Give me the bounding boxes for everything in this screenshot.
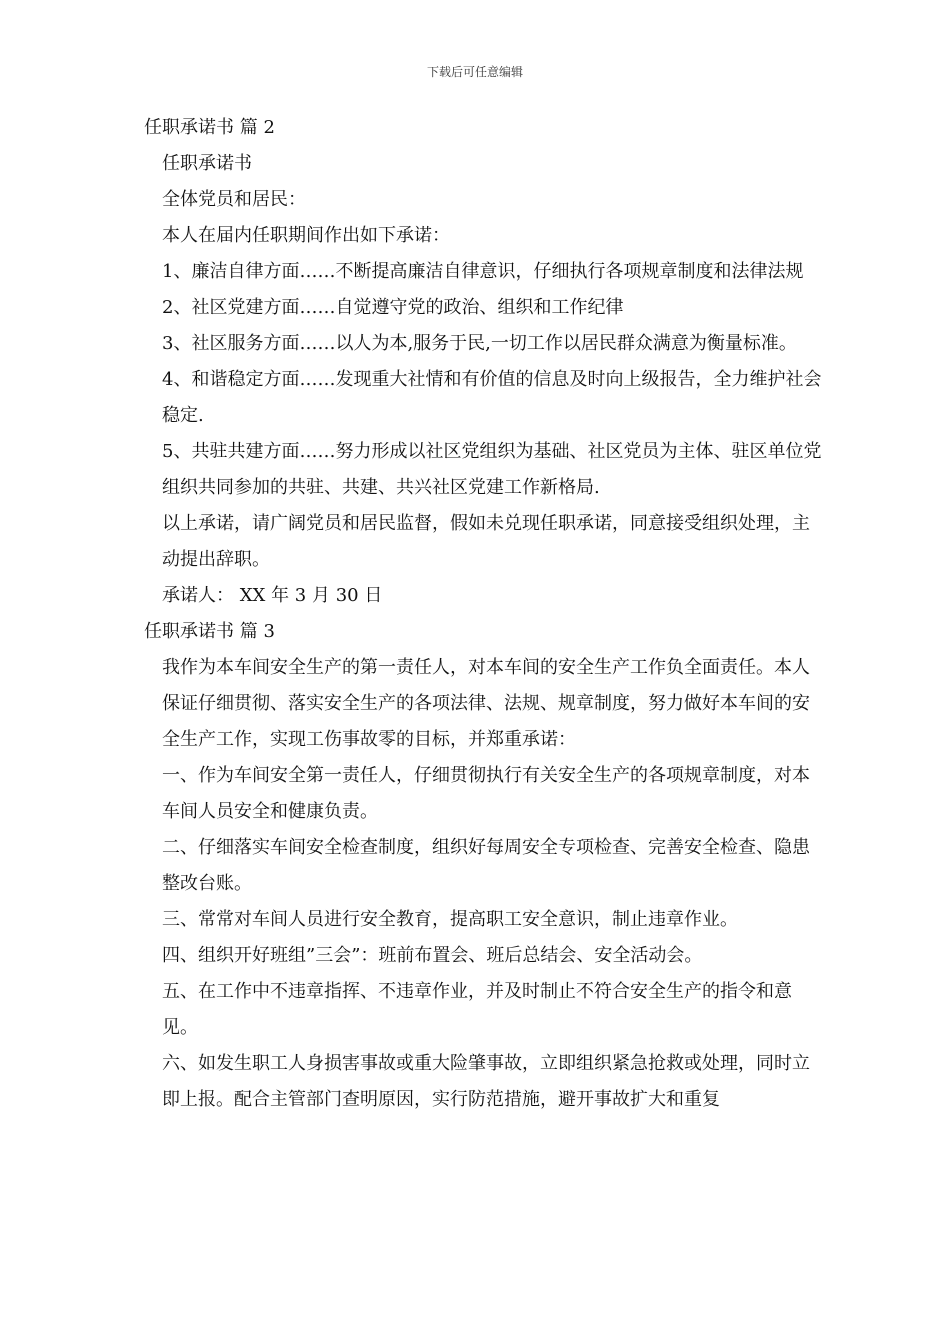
paragraph: 5、共驻共建方面……努力形成以社区党组织为基础、社区党员为主体、驻区单位党组织共同参加的共驻、共建、共兴社区党建工作新格局. <box>162 441 822 498</box>
paragraph: 任职承诺书 <box>162 153 252 174</box>
paragraph: 3、社区服务方面……以人为本,服务于民,一切工作以居民群众满意为衡量标准。 <box>162 333 797 354</box>
paragraph: 一、作为车间安全第一责任人，仔细贯彻执行有关安全生产的各项规章制度，对本车间人员安全和健康负责。 <box>162 765 810 822</box>
paragraph: 我作为本车间安全生产的第一责任人，对本车间的安全生产工作负全面责任。本人保证仔细贯彻、落实安全生产的各项法律、法规、规章制度，努力做好本车间的安全生产工作，实现工伤事故零的目标，并郑重承诺： <box>162 657 810 750</box>
paragraph: 本人在届内任职期间作出如下承诺： <box>162 225 450 246</box>
paragraph: 1、廉洁自律方面……不断提高廉洁自律意识，仔细执行各项规章制度和法律法规 <box>162 261 804 282</box>
paragraph: 五、在工作中不违章指挥、不违章作业，并及时制止不符合安全生产的指令和意见。 <box>162 981 792 1038</box>
paragraph: 承诺人： XX 年 3 月 30 日 <box>162 585 383 606</box>
page-header: 下载后可任意编辑 <box>426 65 523 79</box>
paragraph: 六、如发生职工人身损害事故或重大险肇事故，立即组织紧急抢救或处理，同时立即上报。配合主管部门查明原因，实行防范措施，避开事故扩大和重复 <box>162 1053 810 1110</box>
section-heading: 任职承诺书 篇 2 <box>144 117 275 138</box>
paragraph: 4、和谐稳定方面……发现重大社情和有价值的信息及时向上级报告，全力维护社会稳定. <box>162 369 822 426</box>
paragraph: 三、常常对车间人员进行安全教育，提高职工安全意识，制止违章作业。 <box>162 909 738 930</box>
paragraph: 以上承诺，请广阔党员和居民监督，假如未兑现任职承诺，同意接受组织处理，主动提出辞职。 <box>162 513 810 570</box>
paragraph: 2、社区党建方面……自觉遵守党的政治、组织和工作纪律 <box>162 297 624 318</box>
document-body <box>144 110 824 1118</box>
paragraph: 二、仔细落实车间安全检查制度，组织好每周安全专项检查、完善安全检查、隐患整改台账。 <box>162 837 810 894</box>
paragraph: 四、组织开好班组”三会”：班前布置会、班后总结会、安全活动会。 <box>162 945 703 966</box>
section-heading: 任职承诺书 篇 3 <box>144 621 275 642</box>
paragraph: 全体党员和居民： <box>162 189 306 210</box>
